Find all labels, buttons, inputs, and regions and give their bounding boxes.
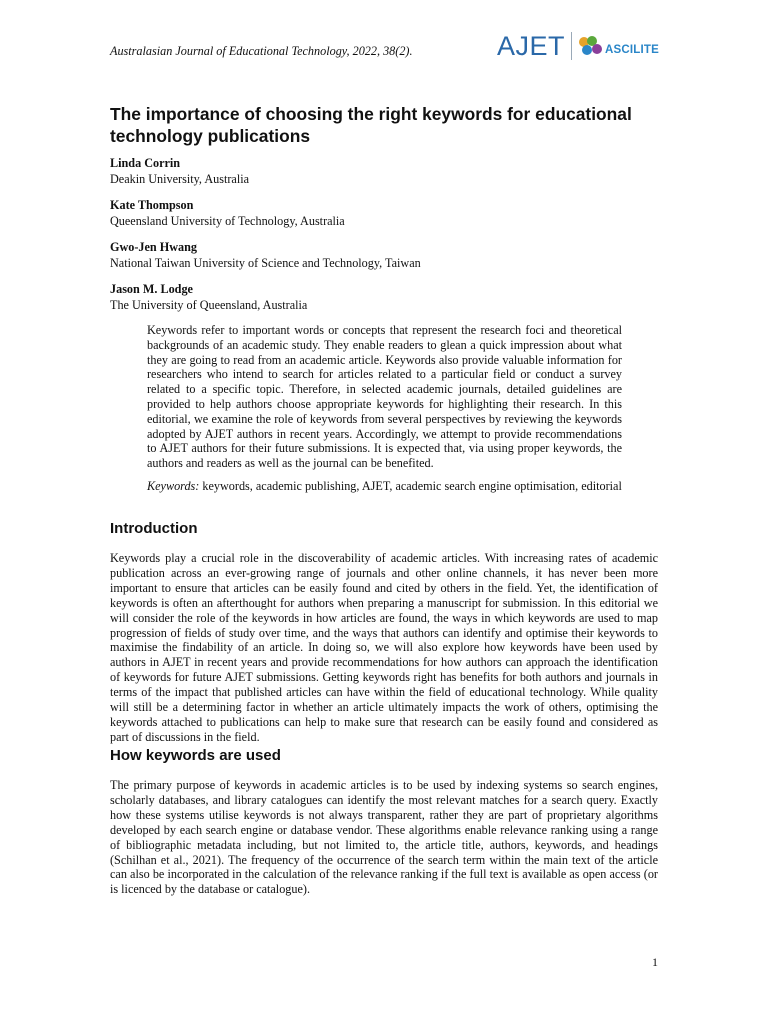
author-affiliation: Deakin University, Australia: [110, 171, 249, 186]
author-entry: [110, 240, 670, 271]
author-name: Linda Corrin: [110, 156, 181, 170]
author-name: Gwo-Jen Hwang: [110, 240, 198, 254]
section-body: The primary purpose of keywords in academic articles is to be used by indexing systems so search engines, scholarly databases, and library catalogues can identify the most relevant matches for a search query. Exactly how these systems utilise keywords is not always transparent, rather they are part of proprietary algorithms developed by each search engine or database vendor. These algorithms enable relevance ranking using a range of bibliographic metadata including, but not limited to, the article title, authors, keywords, and headings (Schilhan et al., 2021). The frequency of the occurrence of the search term within the main text of the article can also be incorporated in the calculation of the relevance ranking if the full text is available as open access (or is licenced by the database or catalogue).: [110, 778, 658, 897]
paper-title: The importance of choosing the right keywords for educational technology publications: [110, 104, 632, 146]
section-heading: How keywords are used: [110, 747, 281, 764]
abstract-text: Keywords refer to important words or concepts that represent the research foci and theoretical backgrounds of an academic study. They enable readers to glean a quick impression about what they are going to read from an academic article. Keywords also provide valuable information for researchers who intend to search for articles related to a particular field or conduct a survey related to a specific topic. Therefore, in selected academic journals, detailed guidelines are provided to help authors choose appropriate keywords for highlighting their research. In this editorial, we examine the role of keywords from several perspectives by reviewing the keywords adopted by AJET authors in recent years. Accordingly, we attempt to provide recommendations to AJET authors for their future submissions. It is expected that, via using proper keywords, the authors and readers as well as the journal can be benefited.: [147, 323, 622, 471]
author-name: Jason M. Lodge: [110, 282, 193, 296]
journal-logo: [497, 32, 659, 60]
keywords-list: keywords, academic publishing, AJET, academic search engine optimisation, editorial: [202, 479, 622, 493]
author-affiliation: Queensland University of Technology, Australia: [110, 213, 345, 228]
logo-divider: [571, 32, 572, 60]
keywords-label: Keywords:: [147, 479, 200, 493]
page-number: 1: [652, 955, 658, 969]
author-entry: [110, 156, 670, 187]
author-affiliation: National Taiwan University of Science and Technology, Taiwan: [110, 255, 421, 270]
logo-ascilite-text: ASCILITE: [605, 44, 660, 56]
ascilite-mark-icon: [578, 35, 604, 57]
logo-ajet-text: AJET: [497, 30, 566, 61]
author-entry: [110, 282, 670, 313]
section-body: Keywords play a crucial role in the discoverability of academic articles. With increasing rates of academic publication across an ever-growing range of journals and other online channels, it has never been more important to ensure that articles can be easily found and cited by others in the field. Yet, the identification of keywords is often an afterthought for authors when preparing a manuscript for submission. In this editorial we will consider the role of the keywords in how articles are found, the ways in which keywords are used to map progression of fields of study over time, and the ways that authors can identify and optimise their keywords to maximise the findability of an article. In doing so, we will also explore how keywords have been used by authors in AJET in recent years and provide recommendations for how authors can approach the identification of keywords for future AJET submissions. Getting keywords right has benefits for both authors and journals in terms of the impact that published articles can have within the field of educational technology. While quality will still be a determining factor in whether an article ultimately impacts the work of others, optimising the keywords attached to publications can help to make sure that research can be easily found and considered as part of discussions in the field.: [110, 551, 658, 744]
section-heading: Introduction: [110, 520, 198, 537]
author-name: Kate Thompson: [110, 198, 194, 212]
journal-citation: Australasian Journal of Educational Technology, 2022, 38(2).: [110, 44, 413, 58]
author-affiliation: The University of Queensland, Australia: [110, 297, 308, 312]
author-entry: [110, 198, 670, 229]
abstract-keywords: [147, 479, 622, 494]
